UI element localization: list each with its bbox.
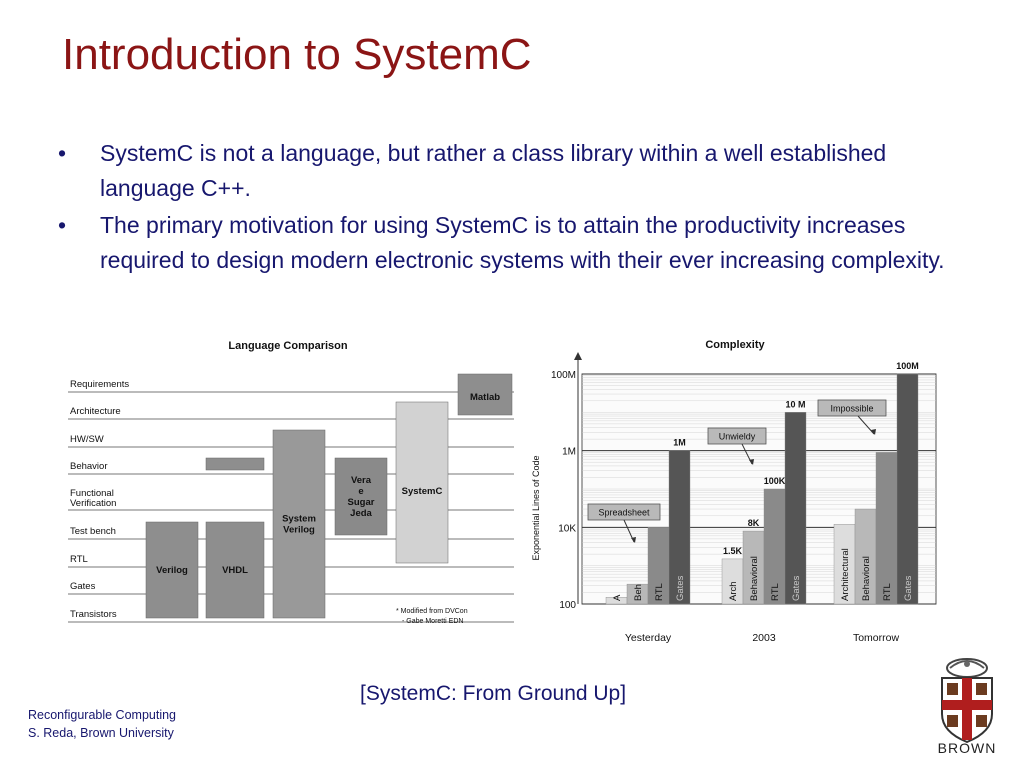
bar-label: RTL xyxy=(882,583,893,601)
group-label: Tomorrow xyxy=(852,632,900,644)
lc-note-line1: * Modified from DVCon xyxy=(396,608,468,615)
callout-label: Impossible xyxy=(830,403,874,414)
y-axis-label: Exponential Lines of Code xyxy=(531,455,541,561)
level-label: Behavior xyxy=(70,461,108,472)
bullet-text: SystemC is not a language, but rather a class library within a well established language C++. xyxy=(100,140,887,201)
language-label: Verilog xyxy=(156,565,188,576)
footer xyxy=(28,706,176,742)
bullet-text: The primary motivation for using SystemC is to attain the productivity increases required to design modern electronic systems with their ever increasing complexity. xyxy=(100,212,945,273)
footer-course: Reconfigurable Computing xyxy=(28,708,177,722)
bar-label: Architectural xyxy=(840,548,851,601)
bar-label: Gates xyxy=(791,575,802,601)
level-label: Functional Verification xyxy=(70,488,117,509)
bar-value-label: 1.5K xyxy=(722,545,743,556)
callout-label: Spreadsheet xyxy=(598,507,650,518)
language-label: VHDL xyxy=(222,565,248,576)
footer-author: S. Reda, Brown University xyxy=(28,726,174,740)
language-label: SystemC xyxy=(401,486,443,497)
bar-label: RTL xyxy=(654,583,665,601)
language-label: Matlab xyxy=(469,392,501,403)
language-comparison-figure xyxy=(62,330,522,635)
level-label: Architecture xyxy=(70,406,121,417)
bar-value-label: 8K xyxy=(747,518,760,529)
level-label: Gates xyxy=(70,581,96,592)
bar-label: Gates xyxy=(675,575,686,601)
y-tick-label: 1M xyxy=(562,446,576,458)
bar xyxy=(876,452,897,604)
y-tick-label: 100M xyxy=(550,370,576,381)
language-bar xyxy=(206,458,264,470)
bar-label: Behavioral xyxy=(861,556,872,601)
bar xyxy=(897,374,918,604)
bullet-item xyxy=(58,136,978,206)
bar-label: A xyxy=(612,594,623,601)
bullet-item xyxy=(58,208,978,278)
bar-value-label: 1M xyxy=(673,437,686,448)
chart-title: Complexity xyxy=(705,339,765,351)
group-label: 2003 xyxy=(752,632,776,644)
bullet-dot: • xyxy=(58,140,67,166)
language-bar xyxy=(396,402,448,563)
level-label: Requirements xyxy=(70,379,130,390)
language-label: Vera e Sugar Jeda xyxy=(347,475,375,519)
level-label: Test bench xyxy=(70,526,116,537)
bar-label: Behavioral xyxy=(749,556,760,601)
brown-university-logo xyxy=(922,656,1012,761)
level-label: HW/SW xyxy=(70,434,104,445)
level-label: RTL xyxy=(70,554,88,565)
bullet-dot: • xyxy=(58,212,67,238)
lc-note-line2: - Gabe Moretti EDN xyxy=(402,618,464,625)
bar-label: RTL xyxy=(770,583,781,601)
language-comparison-title: Language Comparison xyxy=(228,340,348,352)
callout-label: Unwieldy xyxy=(718,431,756,442)
complexity-chart-figure xyxy=(528,330,948,655)
figure-caption: [SystemC: From Ground Up] xyxy=(360,682,627,705)
complexity-chart-svg xyxy=(528,330,948,650)
y-tick-label: 100 xyxy=(559,600,576,611)
logo-text: BROWN xyxy=(937,740,997,756)
bar-value-label: 100K xyxy=(763,476,786,486)
bar-label: Arch xyxy=(728,581,739,601)
group-label: Yesterday xyxy=(624,632,672,644)
language-comparison-svg xyxy=(62,330,522,630)
y-tick-label: 10K xyxy=(558,523,576,535)
language-label: System Verilog xyxy=(282,513,316,536)
slide-title: Introduction to SystemC xyxy=(62,30,532,79)
brown-shield-icon xyxy=(922,656,1012,756)
bar xyxy=(785,412,806,604)
bar-label: Beh xyxy=(633,584,644,601)
level-label: Transistors xyxy=(70,609,117,620)
bullet-list xyxy=(58,136,978,280)
bar-value-label: 100M xyxy=(896,361,919,371)
bar-value-label: 10 M xyxy=(785,399,806,410)
bar-label: Gates xyxy=(903,575,914,601)
